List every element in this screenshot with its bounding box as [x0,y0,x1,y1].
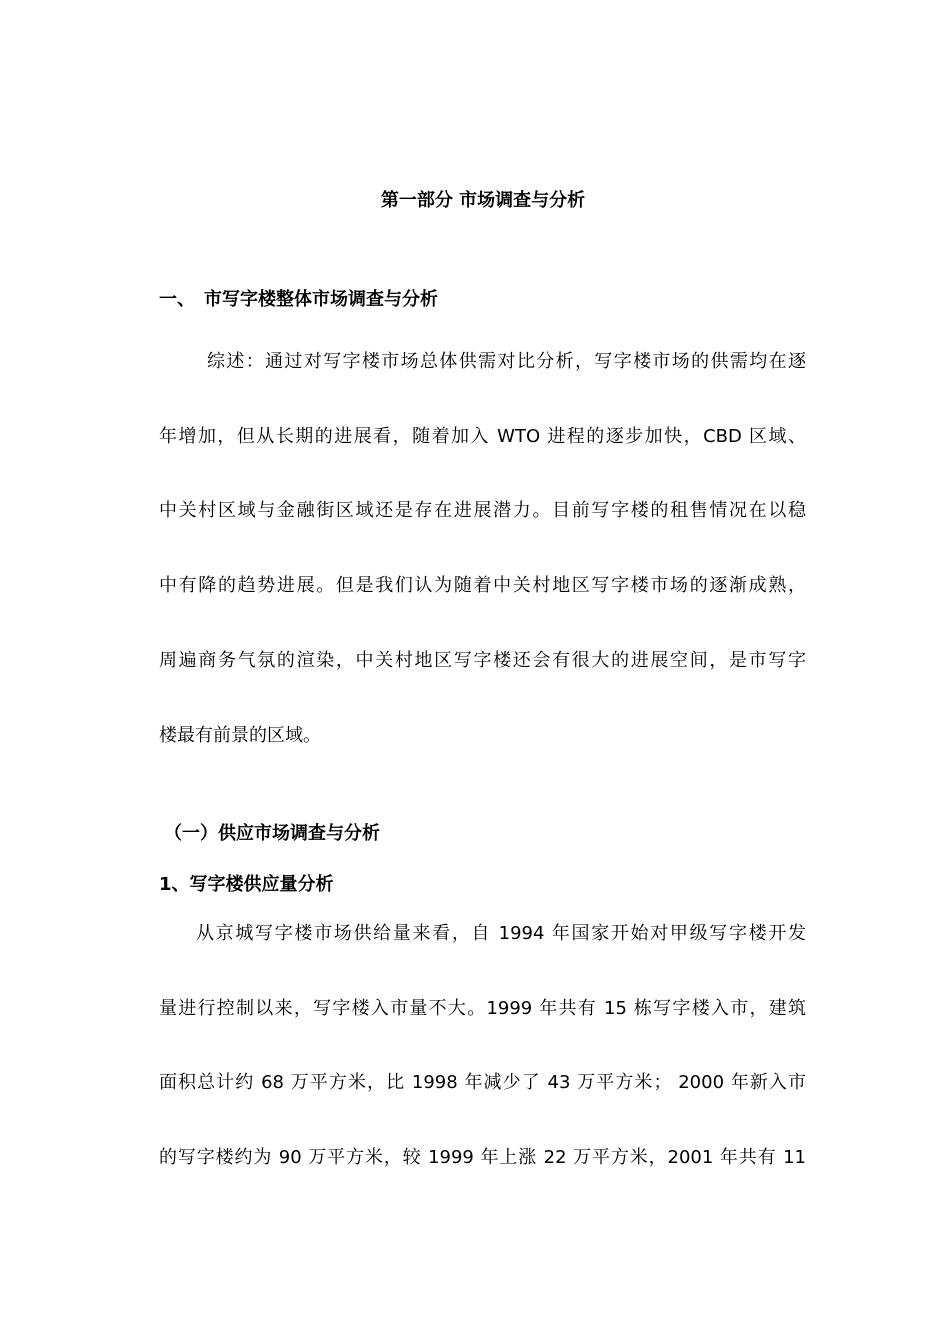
paragraph-line: 中关村区域与金融街区域还是存在进展潜力。目前写字楼的租售情况在以稳 [159,500,806,521]
paragraph-line: 量进行控制以来，写字楼入市量不大。1999 年共有 15 栋写字楼入市，建筑 [159,998,806,1019]
paragraph-line: 中有降的趋势进展。但是我们认为随着中关村地区写字楼市场的逐渐成熟， [159,575,806,596]
part-title: 第一部分 市场调查与分析 [380,190,586,211]
paragraph-line: 综述：通过对写字楼市场总体供需对比分析，写字楼市场的供需均在逐 [207,351,806,372]
paragraph-line: 年增加，但从长期的进展看，随着加入 WTO 进程的逐步加快，CBD 区域、 [159,426,806,447]
item-heading: 1、写字楼供应量分析 [159,874,334,895]
subsection-heading: （一）供应市场调查与分析 [164,823,380,844]
paragraph-line: 周遍商务气氛的渲染，中关村地区写字楼还会有很大的进展空间，是市写字 [159,650,806,671]
paragraph-line: 楼最有前景的区域。 [159,725,321,746]
paragraph-line: 的写字楼约为 90 万平方米，较 1999 年上涨 22 万平方米，2001 年共有 11 [159,1147,806,1168]
section-heading: 一、 市写字楼整体市场调查与分析 [159,289,438,310]
paragraph-line: 从京城写字楼市场供给量来看，自 1994 年国家开始对甲级写字楼开发 [196,923,806,944]
paragraph-line: 面积总计约 68 万平方米，比 1998 年减少了 43 万平方米； 2000 年新入市 [159,1072,806,1093]
